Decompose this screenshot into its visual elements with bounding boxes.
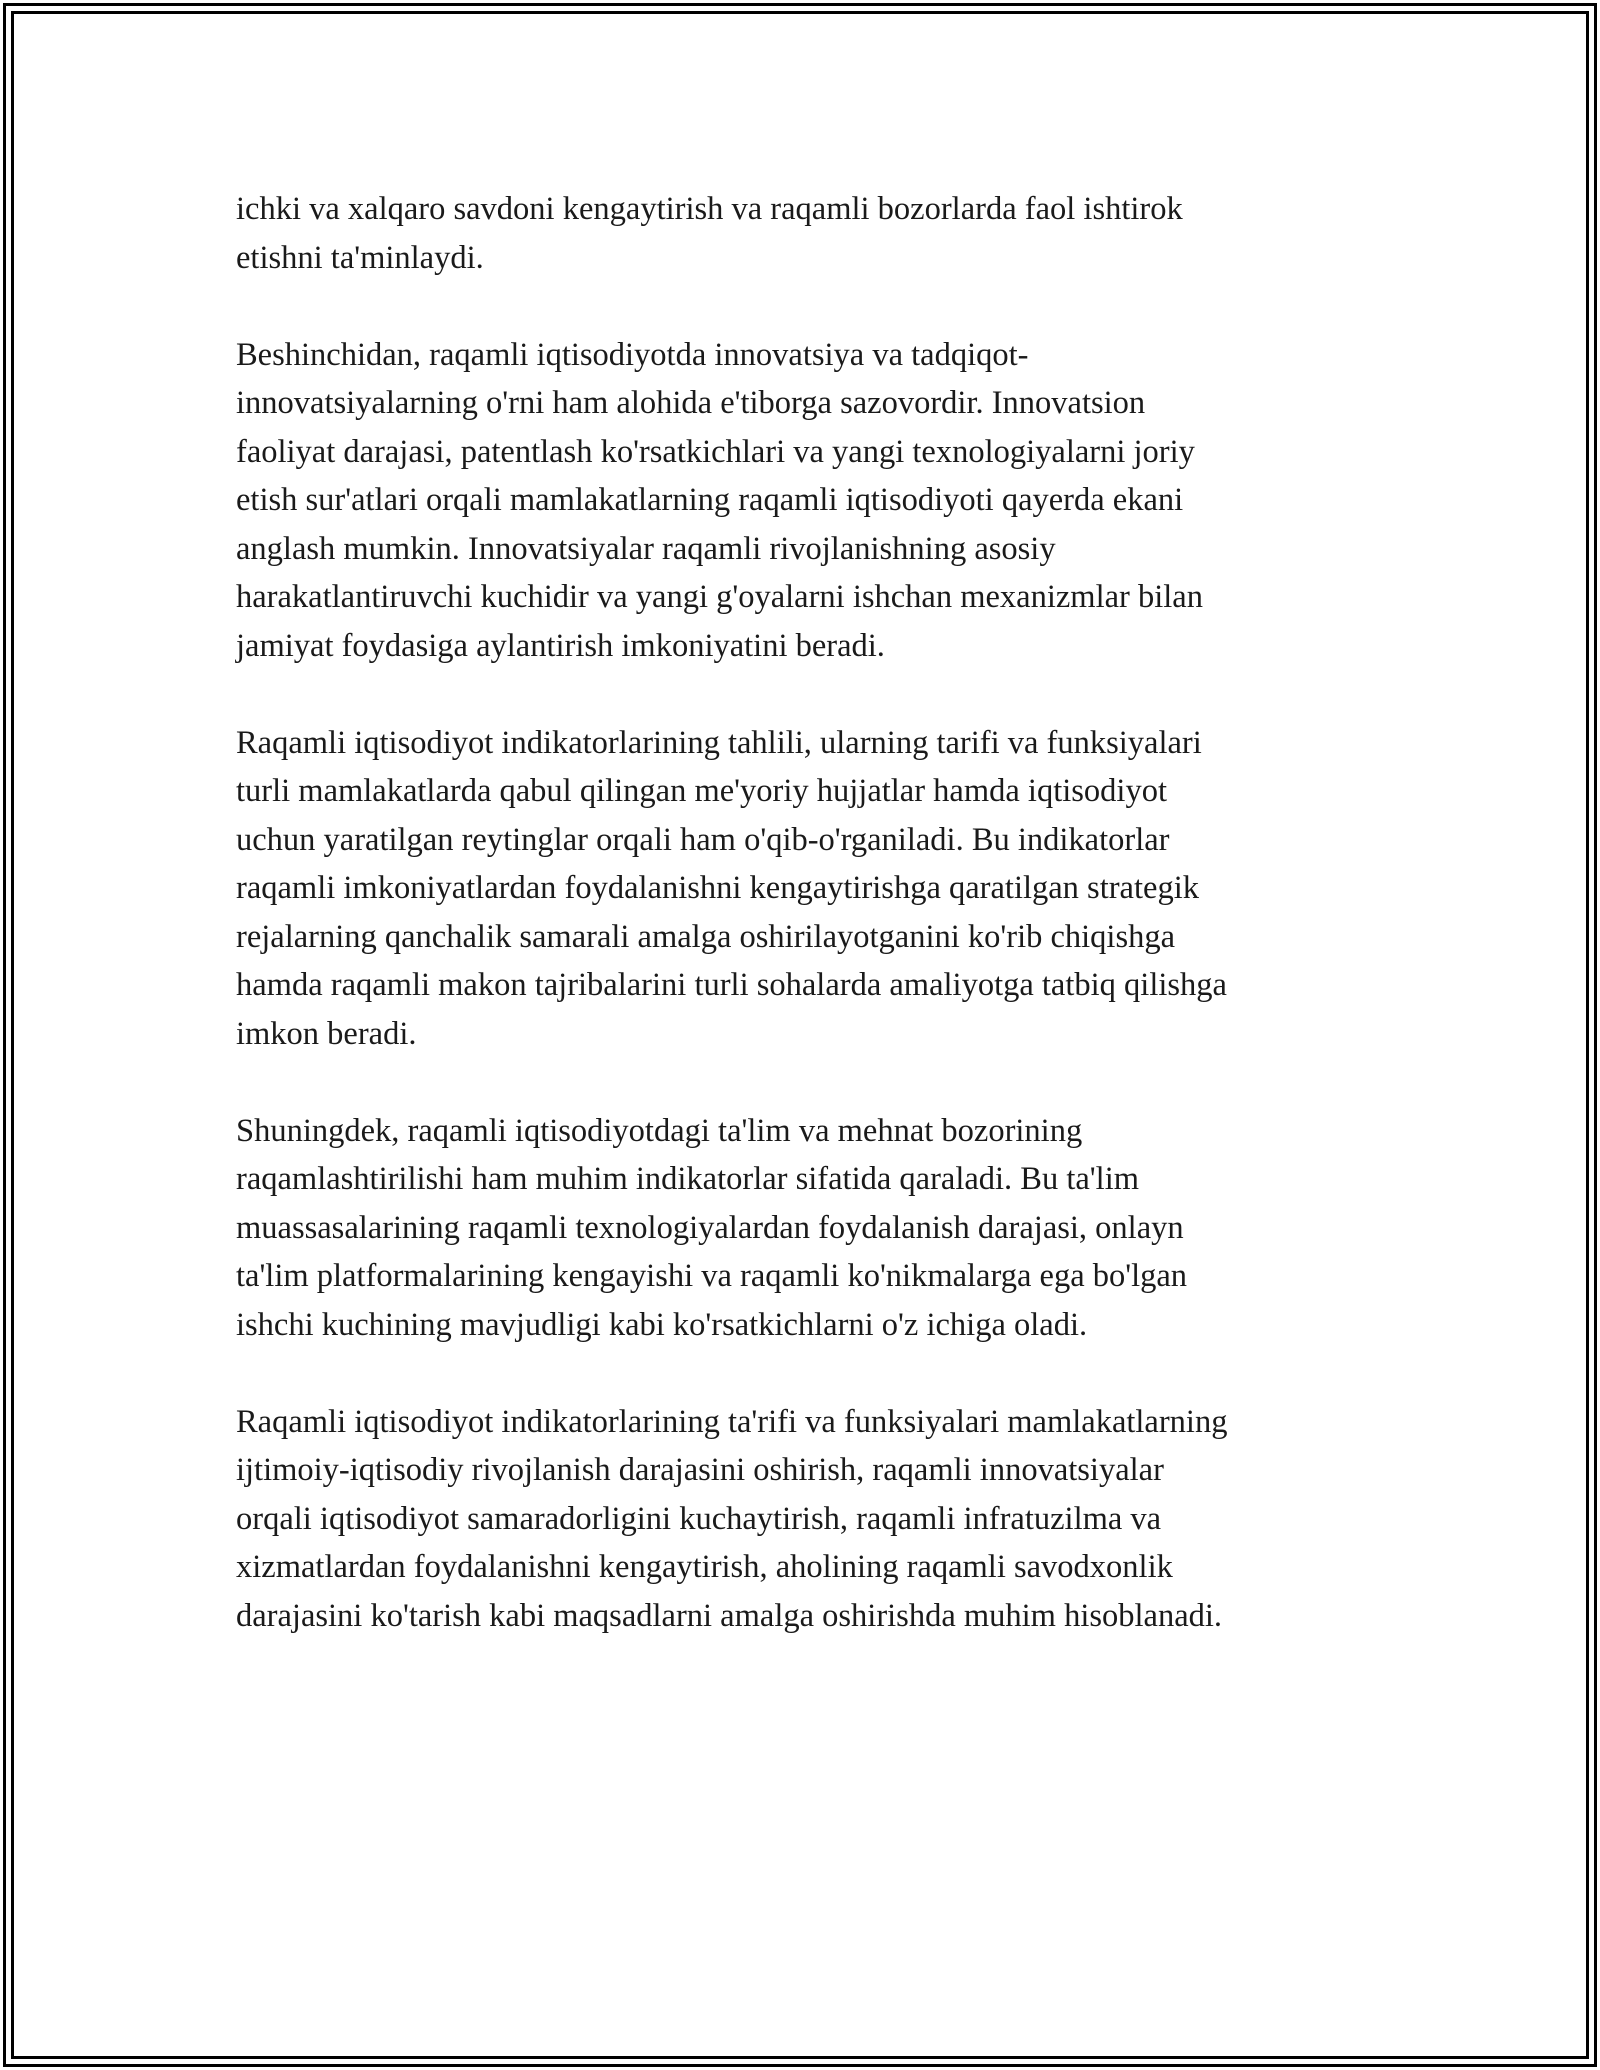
paragraph-1: ichki va xalqaro savdoni kengaytirish va raqamli bozorlarda faol ishtirok etishni ta'minlaydi. [236,191,1183,276]
paragraph-4: Shuningdek, raqamli iqtisodiyotdagi ta'lim va mehnat bozorining raqamlashtirilishi ham muhim indikatorlar sifatida qaraladi. Bu ta'lim muassasalarining raqamli texnologiyalardan foydalanish darajasi, onlayn ta'lim platformalarining kengayishi va raqamli ko'nikmalarga ega bo'lgan ishchi kuchining mavjudligi kabi ko'rsatkichlarni o'z ichiga oladi. [236,1112,1188,1343]
paragraph-3: Raqamli iqtisodiyot indikatorlarining tahlili, ularning tarifi va funksiyalari turli mamlakatlarda qabul qilingan me'yoriy hujjatlar hamda iqtisodiyot uchun yaratilgan reytinglar orqali ham o'qib-o'rganiladi. Bu indikatorlar raqamli imkoniyatlardan foydalanishni kengaytirishga qaratilgan strategik rejalarning qanchalik samarali amalga oshirilayotganini ko'rib chiqishga hamda raqamli makon tajribalarini turli sohalarda amaliyotga tatbiq qilishga imkon beradi. [236,724,1227,1052]
paragraph-5: Raqamli iqtisodiyot indikatorlarining ta'rifi va funksiyalari mamlakatlarning ijtimoiy-iqtisodiy rivojlanish darajasini oshirish, raqamli innovatsiyalar orqali iqtisodiyot samaradorligini kuchaytirish, raqamli infratuzilma va xizmatlardan foydalanishni kengaytirish, aholining raqamli savodxonlik darajasini ko'tarish kabi maqsadlarni amalga oshirishda muhim hisoblanadi. [236,1403,1228,1634]
paragraph-2: Beshinchidan, raqamli iqtisodiyotda innovatsiya va tadqiqot- innovatsiyalarning o'rni ham alohida e'tiborga sazovordir. Innovatsion faoliyat darajasi, patentlash ko'rsatkichlari va yangi texnologiyalarni joriy etish sur'atlari orqali mamlakatlarning raqamli iqtisodiyoti qayerda ekani anglash mumkin. Innovatsiyalar raqamli rivojlanishning asosiy harakatlantiruvchi kuchidir va yangi g'oyalarni ishchan mexanizmlar bilan jamiyat foydasiga aylantirish imkoniyatini beradi. [236,336,1203,664]
document-body [236,185,1376,1689]
